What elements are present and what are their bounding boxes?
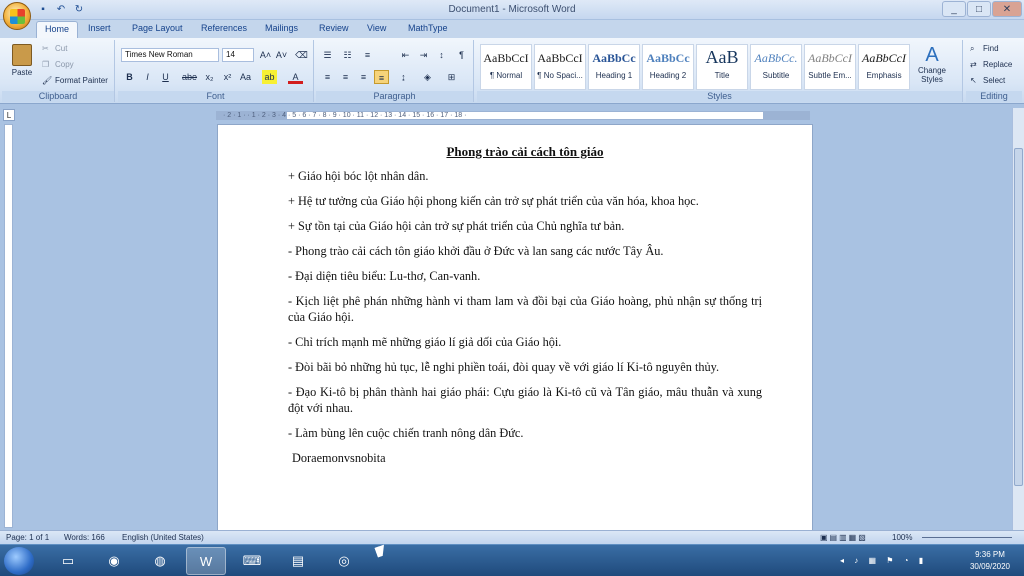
find-label: Find xyxy=(983,44,999,54)
style-title[interactable] xyxy=(696,44,748,90)
system-tray xyxy=(840,549,1020,575)
horizontal-ruler[interactable] xyxy=(216,111,810,120)
align-left-icon[interactable]: ≡ xyxy=(324,72,331,82)
app-icon[interactable]: ◎ xyxy=(338,553,350,568)
status-bar xyxy=(0,530,1024,544)
style-name: Emphasis xyxy=(866,71,902,80)
style-sample: AaBbCcI xyxy=(483,51,529,65)
style-sample: AaBbCcI xyxy=(862,51,906,65)
style-subtle-emphasis[interactable] xyxy=(804,44,856,90)
change-case-icon[interactable]: Aa xyxy=(239,72,251,82)
change-styles-button[interactable] xyxy=(917,44,947,84)
vertical-ruler xyxy=(4,124,13,528)
borders-icon[interactable]: ⊞ xyxy=(447,72,456,82)
save-icon[interactable]: ▪ xyxy=(41,4,45,15)
binoculars-icon: ⌕ xyxy=(970,44,975,53)
select-label: Select xyxy=(983,76,1006,86)
cut-button[interactable] xyxy=(42,44,67,54)
highlight-icon[interactable]: ab xyxy=(262,70,277,84)
font-group-label: Font xyxy=(118,91,313,102)
style-no-spacing[interactable] xyxy=(534,44,586,90)
tab-page-layout[interactable]: Page Layout xyxy=(132,23,183,33)
font-color-icon[interactable]: A xyxy=(288,70,303,84)
clipboard-group xyxy=(2,40,115,102)
paragraph: - Đạo Ki-tô bị phân thành hai giáo phái: Cựu giáo là Ki-tô cũ và Tân giáo, mâu thuẫn và xung đột với nhau. xyxy=(288,385,762,415)
grow-font-icon[interactable]: A˄ xyxy=(259,50,272,60)
font-group xyxy=(118,40,314,102)
format-painter-label: Format Painter xyxy=(55,76,108,86)
tab-home[interactable]: Home xyxy=(36,21,78,39)
tab-mathtype[interactable]: MathType xyxy=(408,23,448,33)
editing-group xyxy=(966,40,1022,102)
paragraph: + Sự tồn tại của Giáo hội cản trở sự phát triển của Chủ nghĩa tư bản. xyxy=(288,219,625,233)
italic-icon[interactable]: I xyxy=(146,72,149,82)
clock-time: 9:36 PM xyxy=(975,550,1005,559)
zoom-level[interactable]: 100% xyxy=(892,533,913,542)
shrink-font-icon[interactable]: A˅ xyxy=(275,50,288,60)
document-heading: Phong trào cải cách tôn giáo xyxy=(446,144,604,159)
arrow-select-icon: ↖ xyxy=(970,76,977,85)
style-sample: AaBbCc xyxy=(646,51,690,65)
select-button[interactable] xyxy=(970,76,1005,86)
copy-label: Copy xyxy=(55,60,74,70)
superscript-icon[interactable]: x² xyxy=(223,72,232,82)
style-heading-2[interactable] xyxy=(642,44,694,90)
paragraph: - Kịch liệt phê phán những hành vi tham lam và đồi bại của Giáo hoàng, phủ nhận sự thống trị của Giáo hội. xyxy=(288,294,762,324)
vertical-scrollbar[interactable] xyxy=(1012,108,1024,530)
close-button[interactable]: ✕ xyxy=(992,1,1022,17)
paste-label: Paste xyxy=(11,68,33,77)
office-logo-icon xyxy=(10,9,25,24)
strikethrough-icon[interactable]: abe xyxy=(182,72,198,82)
style-name: Subtitle xyxy=(762,71,790,80)
taskbar xyxy=(0,544,1024,576)
tab-selector[interactable]: L xyxy=(3,109,15,121)
view-buttons-icon[interactable]: ▣▤▥▦▧ xyxy=(820,533,868,542)
style-name: ¶ Normal xyxy=(489,71,523,80)
tab-insert[interactable]: Insert xyxy=(88,23,111,33)
cut-label: Cut xyxy=(55,44,68,54)
styles-group-label: Styles xyxy=(477,91,962,102)
paste-button[interactable] xyxy=(8,44,36,84)
desktop-icon[interactable]: ▭ xyxy=(61,553,75,568)
replace-label: Replace xyxy=(983,60,1013,70)
paste-icon xyxy=(12,44,32,66)
title-bar xyxy=(0,0,1024,20)
style-subtitle[interactable] xyxy=(750,44,802,90)
clock-date: 30/09/2020 xyxy=(969,562,1011,571)
multilevel-list-icon[interactable]: ≡ xyxy=(364,50,371,60)
replace-button[interactable] xyxy=(970,60,1012,70)
language-indicator[interactable]: English (United States) xyxy=(122,533,204,542)
style-name: Title xyxy=(714,71,730,80)
show-marks-icon[interactable]: ¶ xyxy=(459,50,464,60)
editing-group-label: Editing xyxy=(966,91,1022,102)
subscript-icon[interactable]: x₂ xyxy=(205,72,214,82)
style-heading-1[interactable] xyxy=(588,44,640,90)
document-body[interactable] xyxy=(288,142,762,475)
clock[interactable] xyxy=(960,549,1020,573)
style-sample: AaBbCcI xyxy=(537,51,583,65)
signature-text: Doraemonvsnobita xyxy=(292,451,386,465)
scrollbar-thumb[interactable] xyxy=(1014,148,1023,486)
format-painter-button[interactable] xyxy=(42,76,108,86)
align-center-icon[interactable]: ≡ xyxy=(342,72,349,82)
word-taskbar-icon[interactable]: W xyxy=(186,547,226,575)
font-size-select[interactable]: 14 xyxy=(222,48,254,62)
window-controls xyxy=(942,1,1022,17)
underline-icon[interactable]: U xyxy=(162,72,169,82)
style-name: Heading 1 xyxy=(595,71,633,80)
decrease-indent-icon[interactable]: ⇤ xyxy=(401,50,410,60)
word-count[interactable]: Words: 166 xyxy=(64,533,105,542)
window-title: Document1 - Microsoft Word xyxy=(448,4,576,15)
paragraph: - Phong trào cải cách tôn giáo khởi đầu ở Đức và lan sang các nước Tây Âu. xyxy=(288,244,664,258)
tray-icons[interactable]: ◂ ♪ ▦ ⚑ ◔ ▮ xyxy=(840,556,928,565)
paragraph: + Hệ tư tưởng của Giáo hội phong kiến cản trở sự phát triển của văn hóa, khoa học. xyxy=(288,194,699,208)
style-sample: AaBbCc. xyxy=(754,51,798,65)
office-button[interactable] xyxy=(3,2,31,30)
paragraph: - Đòi bãi bỏ những hủ tục, lễ nghi phiền toái, đòi quay về với giáo lí Ki-tô nguyên thủy. xyxy=(288,360,720,374)
clear-format-icon[interactable]: ⌫ xyxy=(295,50,308,60)
ruler-numbers: · 2 · 1 · · 1 · 2 · 3 · 4 · 5 · 6 · 7 · 8 · 9 · 10 · 11 · 12 · 13 · 14 · 15 · 16 · 17 · 18 · xyxy=(223,112,467,119)
page-count[interactable]: Page: 1 of 1 xyxy=(6,533,50,542)
style-normal[interactable] xyxy=(480,44,532,90)
sort-icon[interactable]: ↕ xyxy=(439,50,444,60)
paragraph: + Giáo hội bóc lột nhân dân. xyxy=(288,169,429,183)
tab-view[interactable]: View xyxy=(367,23,387,33)
maximize-button[interactable]: □ xyxy=(967,1,991,17)
folder-icon[interactable]: ▤ xyxy=(291,553,305,568)
style-name: Subtle Em... xyxy=(808,71,852,80)
undo-icon[interactable]: ↶ xyxy=(56,4,66,15)
line-spacing-icon[interactable]: ↨ xyxy=(401,72,406,82)
bullets-icon[interactable]: ☰ xyxy=(323,50,332,60)
paragraph: - Chỉ trích mạnh mẽ những giáo lí giả dối của Giáo hội. xyxy=(288,335,562,349)
clipboard-group-label: Clipboard xyxy=(2,91,114,102)
replace-icon: ⇄ xyxy=(970,60,977,69)
justify-icon[interactable]: ≡ xyxy=(374,70,389,84)
align-right-icon[interactable]: ≡ xyxy=(360,72,367,82)
brush-icon: 🖌 xyxy=(42,76,53,85)
increase-indent-icon[interactable]: ⇥ xyxy=(419,50,428,60)
scissors-icon: ✂ xyxy=(42,44,49,53)
find-button[interactable] xyxy=(970,44,999,54)
numbering-icon[interactable]: ☷ xyxy=(343,50,352,60)
change-styles-icon: A xyxy=(925,44,939,66)
copy-button[interactable] xyxy=(42,60,74,70)
redo-icon[interactable]: ↻ xyxy=(74,4,84,15)
minimize-button[interactable]: _ xyxy=(942,1,966,17)
style-name: Heading 2 xyxy=(649,71,687,80)
media-player-icon[interactable]: ◍ xyxy=(154,553,166,568)
ribbon xyxy=(0,38,1024,104)
zoom-slider[interactable] xyxy=(922,537,1012,538)
change-styles-label: Change Styles xyxy=(917,66,947,84)
style-name: ¶ No Spaci... xyxy=(537,71,583,80)
keyboard-icon[interactable]: ⌨ xyxy=(242,553,262,568)
chrome-icon[interactable]: ◉ xyxy=(108,553,120,568)
ribbon-tabs xyxy=(0,20,1024,38)
tab-review[interactable]: Review xyxy=(319,23,349,33)
paragraph: - Đại diện tiêu biểu: Lu-thơ, Can-vanh. xyxy=(288,269,481,283)
paragraph-group xyxy=(316,40,474,102)
style-sample: AaBbCcI xyxy=(808,51,852,65)
start-button[interactable] xyxy=(4,547,34,575)
bold-icon[interactable]: B xyxy=(126,72,133,82)
copy-icon: ❐ xyxy=(42,60,50,69)
tab-mailings[interactable]: Mailings xyxy=(265,23,299,33)
shading-icon[interactable]: ◈ xyxy=(424,72,431,82)
style-emphasis[interactable] xyxy=(858,44,910,90)
font-name-select[interactable]: Times New Roman xyxy=(121,48,219,62)
paragraph: - Làm bùng lên cuộc chiến tranh nông dân Đức. xyxy=(288,426,524,440)
style-sample: AaB xyxy=(705,47,739,67)
style-sample: AaBbCc xyxy=(592,51,636,65)
paragraph-group-label: Paragraph xyxy=(316,91,473,102)
tab-references[interactable]: References xyxy=(201,23,248,33)
styles-group xyxy=(477,40,963,102)
